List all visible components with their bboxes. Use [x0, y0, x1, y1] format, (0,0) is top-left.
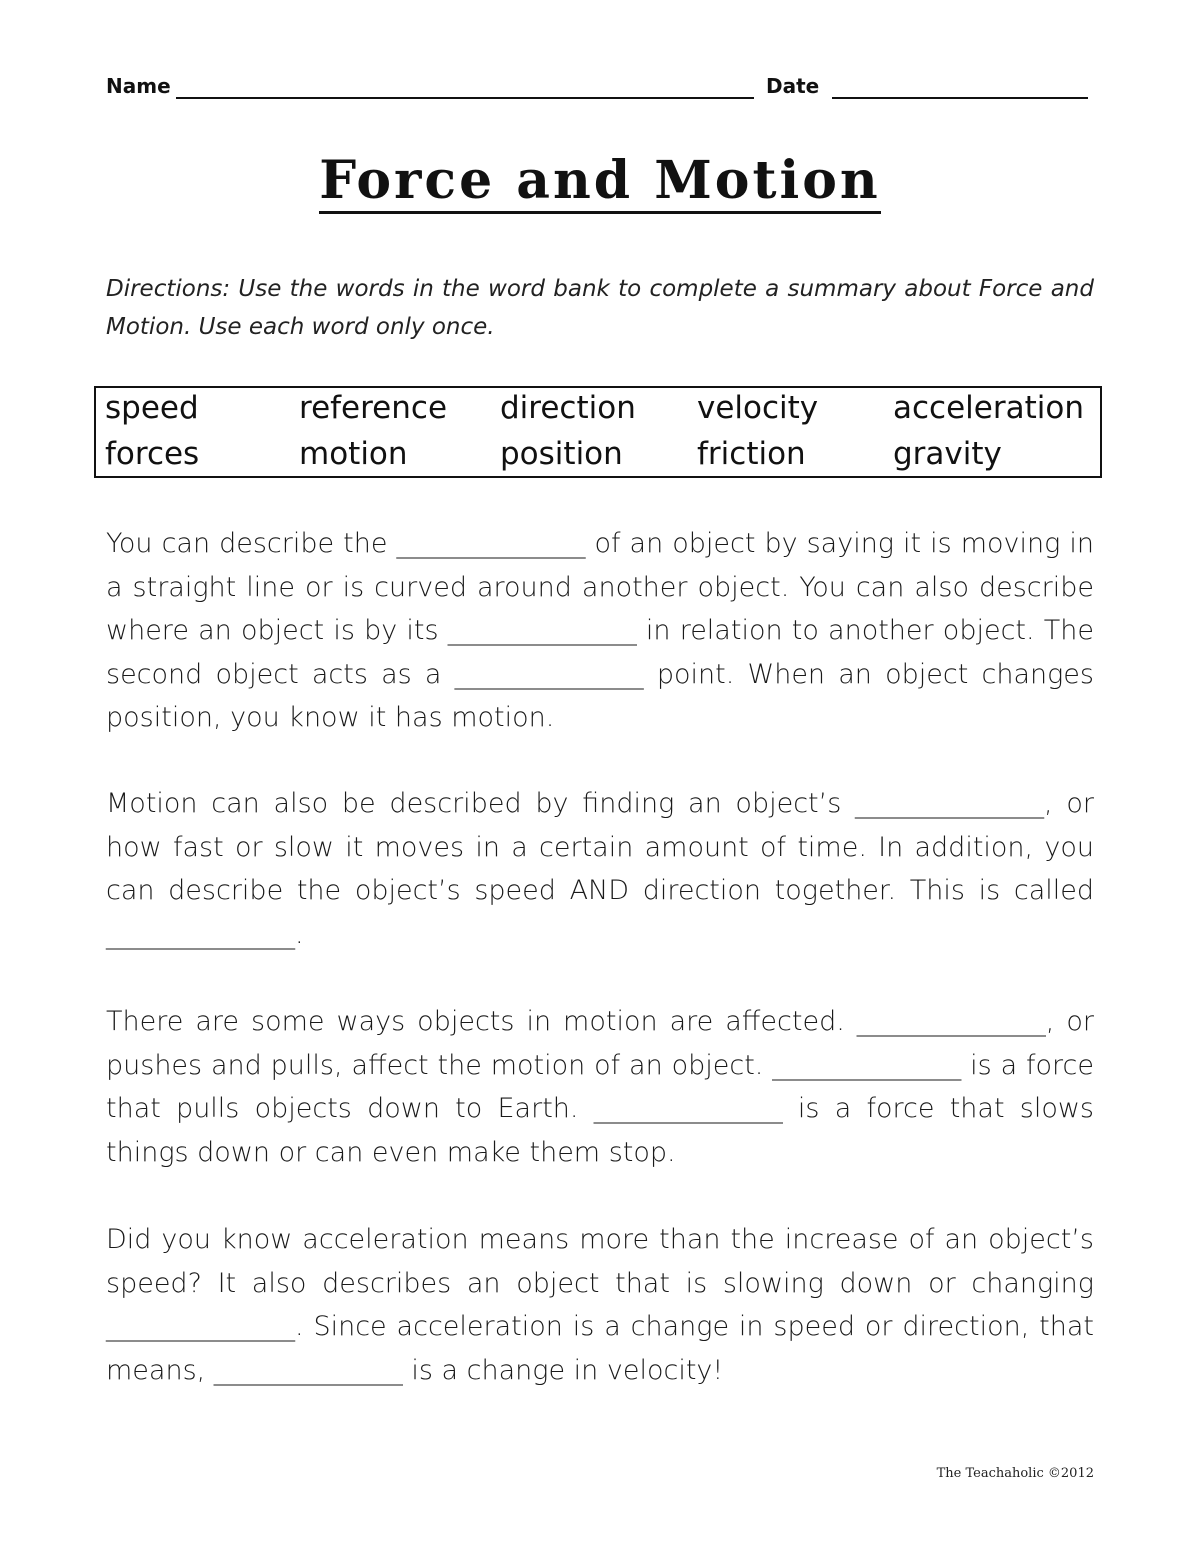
- page-title: [0, 150, 1200, 211]
- word-bank-word: gravity: [893, 436, 1002, 472]
- word-bank-word: motion: [299, 436, 408, 472]
- directions-text: Directions: Use the words in the word bank to complete a summary about Force and Motion. Use each word only once.: [106, 276, 1094, 340]
- name-field[interactable]: [176, 97, 754, 99]
- word-bank-row: [96, 436, 1100, 482]
- word-bank-row: [96, 390, 1100, 436]
- summary-paragraph-3: There are some ways objects in motion are affected. ______________, or pushes and pulls, affect the motion of an object. ______________ is a force that pulls objects down to Earth. ______________ is a force that slows things down or can even make them stop.: [106, 1006, 1094, 1168]
- word-bank-word: direction: [500, 390, 636, 426]
- copyright-footer: The Teachaholic ©2012: [936, 1466, 1094, 1481]
- page-title-text: Force and Motion: [319, 150, 880, 214]
- header-row: [106, 74, 1090, 104]
- summary-paragraph-1: You can describe the ______________ of an object by saying it is moving in a straight line or is curved around another object. You can also describe where an object is by its ______________ in relation to another object. The second object acts as a ______________ point. When an object changes position, you know it has motion.: [106, 528, 1094, 733]
- summary-paragraph-4: Did you know acceleration means more than the increase of an object’s speed? It also describes an object that is slowing down or changing ______________. Since acceleration is a change in speed or direction, that means, ______________ is a change in velocity!: [106, 1224, 1094, 1386]
- word-bank-word: speed: [105, 390, 199, 426]
- word-bank-word: acceleration: [893, 390, 1084, 426]
- word-bank-word: forces: [105, 436, 200, 472]
- word-bank-word: velocity: [697, 390, 819, 426]
- summary-paragraph-2: Motion can also be described by finding an object’s ______________, or how fast or slow it moves in a certain amount of time. In addition, you can describe the object’s speed AND direction together. This is called ______________.: [106, 788, 1094, 950]
- word-bank-word: friction: [697, 436, 806, 472]
- word-bank: [94, 386, 1102, 478]
- name-label: Name: [106, 74, 171, 98]
- date-field[interactable]: [832, 97, 1088, 99]
- date-label: Date: [766, 74, 820, 98]
- word-bank-word: reference: [299, 390, 448, 426]
- word-bank-word: position: [500, 436, 623, 472]
